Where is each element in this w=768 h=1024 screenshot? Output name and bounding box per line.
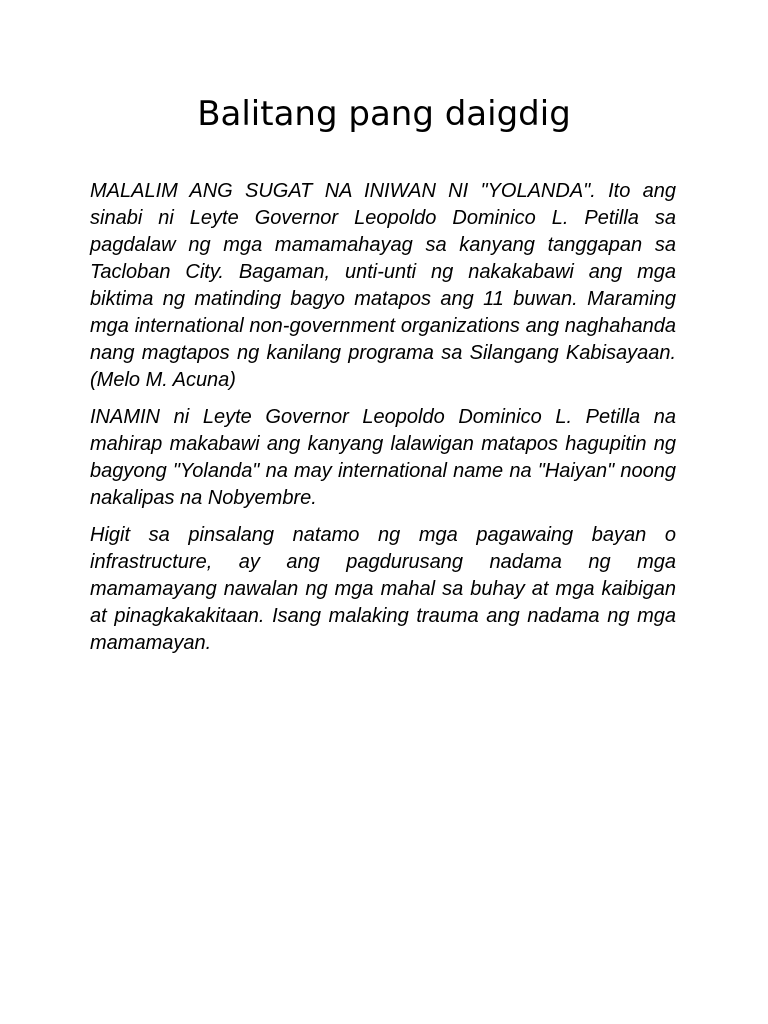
paragraph-1: MALALIM ANG SUGAT NA INIWAN NI "YOLANDA". Ito ang sinabi ni Leyte Governor Leopoldo Dominico L. Petilla sa pagdalaw ng mga mamamahayag sa kanyang tanggapan sa Tacloban City. Bagaman, unti-unti ng nakakabawi ang mga biktima ng matinding bagyo matapos ang 11 buwan. Maraming mga international non-government organizations ang naghahanda nang magtapos ng kanilang programa sa Silangang Kabisayaan. (Melo M. Acuna): [90, 180, 676, 391]
paragraph-3: Higit sa pinsalang natamo ng mga pagawaing bayan o infrastructure, ay ang pagdurusang nadama ng mga mamamayang nawalan ng mga mahal sa buhay at mga kaibigan at pinagkakakitaan. Isang malaking trauma ang nadama ng mga mamamayan.: [90, 524, 676, 654]
article-body: [90, 178, 676, 667]
page-title: Balitang pang daigdig: [197, 94, 571, 134]
paragraph-2: INAMIN ni Leyte Governor Leopoldo Dominico L. Petilla na mahirap makabawi ang kanyang lalawigan matapos hagupitin ng bagyong "Yolanda" na may international name na "Haiyan" noong nakalipas na Nobyembre.: [90, 406, 676, 509]
